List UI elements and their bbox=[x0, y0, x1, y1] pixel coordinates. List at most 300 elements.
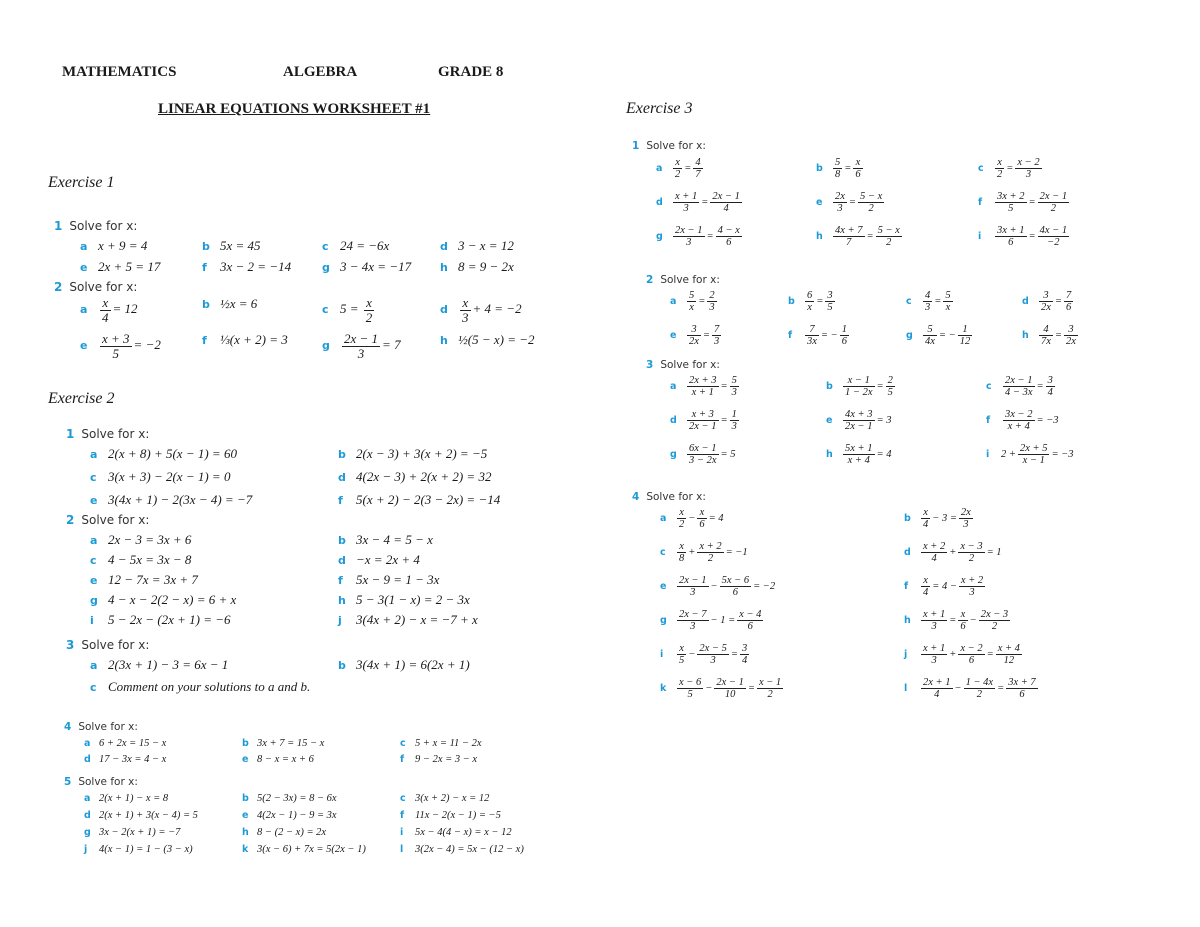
numerator: 2x − 7 bbox=[679, 609, 707, 620]
equation-text: 5(x + 2) − 2(3 − 2x) = −14 bbox=[356, 492, 501, 507]
item-letter: b bbox=[826, 380, 833, 392]
item-letter: b bbox=[338, 448, 346, 461]
question-number: 4 bbox=[632, 491, 640, 503]
numerator: 2x − 1 bbox=[716, 677, 744, 688]
denominator: 2 bbox=[1050, 203, 1056, 215]
question-number: 3 bbox=[66, 638, 75, 652]
denominator: 2x bbox=[1041, 302, 1051, 314]
question-number: 1 bbox=[54, 219, 63, 233]
equation-text: ½x = 6 bbox=[220, 296, 258, 311]
item-letter: i bbox=[978, 230, 982, 242]
numerator: x − 6 bbox=[679, 677, 702, 688]
denominator: 6 bbox=[1019, 689, 1025, 701]
question-text: Solve for x: bbox=[69, 280, 138, 294]
fraction bbox=[677, 507, 686, 530]
item-letter: g bbox=[906, 329, 913, 341]
equation-item bbox=[904, 609, 1012, 632]
denominator: 10 bbox=[724, 689, 736, 701]
equation-item bbox=[338, 612, 478, 628]
equation-item bbox=[656, 157, 705, 180]
equation-item bbox=[400, 844, 524, 855]
fraction bbox=[959, 575, 985, 598]
denominator: 6 bbox=[747, 621, 753, 633]
fraction bbox=[1064, 324, 1078, 347]
equation-text: + bbox=[688, 546, 696, 558]
equation-text: = bbox=[706, 230, 714, 242]
exercise-2-heading: Exercise 2 bbox=[48, 390, 115, 407]
denominator: 4 bbox=[102, 309, 109, 325]
equation-text: = bbox=[876, 380, 884, 392]
fraction bbox=[858, 191, 884, 214]
denominator: 2 bbox=[675, 169, 681, 181]
item-letter: h bbox=[338, 594, 346, 607]
equation-item bbox=[660, 643, 751, 666]
equation-item bbox=[660, 507, 724, 530]
denominator: 6 bbox=[855, 169, 861, 181]
equation-item bbox=[80, 332, 161, 360]
item-letter: a bbox=[656, 162, 663, 174]
equation-item bbox=[816, 191, 886, 214]
fraction bbox=[979, 609, 1011, 632]
equation-text: = bbox=[702, 329, 711, 341]
equation-item bbox=[338, 552, 420, 568]
denominator: 2 bbox=[991, 621, 998, 633]
numerator: x bbox=[697, 507, 706, 519]
equation-item bbox=[80, 259, 160, 275]
denominator: 12 bbox=[959, 336, 971, 348]
equation-text: 2 + bbox=[1001, 448, 1016, 460]
equation-item bbox=[660, 609, 765, 632]
denominator: 3 bbox=[686, 237, 692, 249]
equation-item bbox=[84, 738, 166, 749]
denominator: 2 bbox=[767, 689, 773, 701]
equation-item bbox=[978, 191, 1071, 214]
equation-item bbox=[400, 754, 477, 765]
item-letter: d bbox=[1022, 295, 1029, 307]
numerator: x + 2 bbox=[699, 541, 722, 552]
equation-item bbox=[906, 290, 955, 313]
item-letter: d bbox=[338, 554, 346, 567]
item-letter: f bbox=[978, 196, 983, 208]
equation-text: = −1 bbox=[725, 546, 748, 558]
fraction bbox=[342, 332, 380, 360]
equation-text: = bbox=[720, 414, 728, 426]
numerator: 4x + 7 bbox=[835, 225, 863, 236]
question-text: Solve for x: bbox=[81, 427, 150, 441]
denominator: 6 bbox=[841, 336, 847, 348]
question-text: Solve for x: bbox=[78, 776, 138, 788]
equation-item bbox=[670, 409, 741, 432]
equation-text: = bbox=[866, 230, 874, 242]
item-letter: c bbox=[322, 303, 329, 317]
equation-text: Comment on your solutions to a and b. bbox=[108, 679, 311, 694]
numerator: x bbox=[995, 157, 1004, 169]
item-letter: c bbox=[660, 546, 666, 558]
numerator: 7 bbox=[714, 324, 720, 335]
numerator: 3x − 2 bbox=[1005, 409, 1033, 420]
equation-text: = − bbox=[938, 329, 956, 341]
fraction bbox=[833, 191, 847, 214]
equation-item bbox=[338, 532, 433, 548]
numerator: 2x + 3 bbox=[689, 375, 717, 386]
denominator: 7 bbox=[846, 237, 852, 249]
fraction bbox=[1046, 375, 1055, 398]
question-1-prompt bbox=[54, 219, 137, 233]
question-text: Solve for x: bbox=[69, 219, 138, 233]
denominator: 4 bbox=[723, 203, 729, 215]
numerator: 3 bbox=[827, 290, 833, 301]
equation-text: 4 − 5x = 3x − 8 bbox=[108, 552, 192, 567]
numerator: 1 bbox=[841, 324, 847, 335]
fraction bbox=[1038, 225, 1070, 248]
denominator: 7x bbox=[1041, 336, 1051, 348]
fraction bbox=[1039, 290, 1053, 313]
equation-text: = bbox=[844, 162, 852, 174]
equation-text: = bbox=[949, 614, 957, 626]
equation-text: 3(2x − 4) = 5x − (12 − x) bbox=[415, 844, 524, 855]
fraction bbox=[995, 191, 1027, 214]
fraction bbox=[996, 643, 1022, 666]
equation-text: = bbox=[986, 648, 994, 660]
equation-text: 3(x + 2) − x = 12 bbox=[415, 793, 490, 804]
equation-text: 3x − 4 = 5 − x bbox=[356, 532, 433, 547]
fraction bbox=[995, 225, 1027, 248]
denominator: 5 bbox=[679, 655, 685, 667]
equation-text: 4(x − 1) = 1 − (3 − x) bbox=[99, 844, 193, 855]
numerator: 3x + 2 bbox=[997, 191, 1025, 202]
denominator: x + 4 bbox=[847, 455, 870, 467]
equation-text: 5x − 9 = 1 − 3x bbox=[356, 572, 440, 587]
equation-item bbox=[90, 679, 310, 695]
equation-item bbox=[904, 575, 987, 598]
equation-text: = bbox=[720, 380, 728, 392]
equation-text: −x = 2x + 4 bbox=[356, 552, 420, 567]
equation-text: 6 + 2x = 15 − x bbox=[99, 738, 167, 749]
equation-item bbox=[788, 290, 837, 313]
fraction bbox=[100, 332, 132, 360]
numerator: x + 3 bbox=[687, 409, 719, 421]
equation-text: = bbox=[997, 682, 1005, 694]
equation-text: 3x − 2 = −14 bbox=[220, 259, 292, 274]
item-letter: f bbox=[986, 414, 991, 426]
fraction bbox=[921, 609, 947, 632]
numerator: 3 bbox=[687, 324, 701, 336]
denominator: 3 bbox=[925, 302, 931, 314]
equation-text: 4(2x − 3) + 2(x + 2) = 32 bbox=[356, 469, 492, 484]
numerator: 5 − x bbox=[860, 191, 883, 202]
equation-item bbox=[986, 375, 1057, 398]
fraction bbox=[677, 609, 709, 632]
equation-text: 4 − x − 2(2 − x) = 6 + x bbox=[108, 592, 237, 607]
numerator: 1 − 4x bbox=[965, 677, 994, 688]
denominator: 8 bbox=[679, 553, 685, 565]
numerator: x + 1 bbox=[923, 643, 946, 654]
item-letter: l bbox=[904, 682, 908, 694]
fraction bbox=[460, 296, 471, 324]
equation-text: = bbox=[698, 295, 706, 307]
numerator: x + 2 bbox=[960, 575, 984, 586]
fraction bbox=[716, 225, 742, 248]
equation-text: 3x + 7 = 15 − x bbox=[257, 738, 325, 749]
equation-item bbox=[84, 827, 180, 838]
equation-item bbox=[440, 238, 514, 254]
equation-text: 8 − x = x + 6 bbox=[257, 754, 314, 765]
equation-text: = bbox=[1054, 329, 1063, 341]
numerator: 2x − 3 bbox=[980, 609, 1009, 620]
numerator: x bbox=[958, 609, 967, 621]
equation-item bbox=[978, 157, 1044, 180]
item-letter: e bbox=[826, 414, 833, 426]
equation-item bbox=[80, 296, 138, 324]
equation-item bbox=[788, 324, 851, 347]
denominator: 6 bbox=[726, 237, 732, 249]
question-number: 2 bbox=[646, 274, 654, 286]
item-letter: e bbox=[90, 574, 98, 587]
item-letter: e bbox=[670, 329, 677, 341]
fraction bbox=[1018, 443, 1050, 466]
denominator: 3 bbox=[931, 621, 937, 633]
denominator: 3 bbox=[714, 336, 720, 348]
equation-text: 8 − (2 − x) = 2x bbox=[257, 827, 327, 838]
item-letter: c bbox=[322, 240, 329, 253]
denominator: 2x − 1 bbox=[689, 421, 717, 433]
numerator: 3 bbox=[1064, 324, 1078, 336]
fraction bbox=[959, 507, 973, 530]
fraction bbox=[1039, 324, 1053, 347]
item-letter: c bbox=[400, 738, 406, 749]
item-letter: a bbox=[80, 240, 88, 253]
numerator: 2x − 1 bbox=[1005, 375, 1033, 386]
fraction bbox=[697, 507, 706, 530]
denominator: 6 bbox=[699, 519, 705, 531]
equation-text: = bbox=[701, 196, 709, 208]
fraction bbox=[687, 409, 719, 432]
equation-text: = bbox=[1054, 295, 1063, 307]
equation-text: 2(x + 1) − x = 8 bbox=[99, 793, 169, 804]
equation-text: = bbox=[1028, 196, 1036, 208]
question-2-prompt bbox=[646, 274, 720, 286]
fraction bbox=[923, 324, 937, 347]
numerator: 2 bbox=[887, 375, 893, 386]
item-letter: e bbox=[660, 580, 667, 592]
fraction bbox=[840, 324, 849, 347]
fraction bbox=[712, 324, 721, 347]
numerator: x bbox=[677, 541, 686, 553]
numerator: 4 bbox=[1039, 324, 1053, 336]
denominator: 2 bbox=[976, 689, 982, 701]
fraction bbox=[714, 677, 746, 700]
question-text: Solve for x: bbox=[660, 274, 720, 286]
item-letter: f bbox=[904, 580, 909, 592]
denominator: 4 bbox=[741, 655, 748, 667]
item-letter: g bbox=[90, 594, 98, 607]
item-letter: d bbox=[338, 471, 346, 484]
item-letter: c bbox=[90, 471, 97, 484]
denominator: 3 − 2x bbox=[689, 455, 717, 467]
numerator: x bbox=[100, 296, 111, 311]
denominator: 2 bbox=[997, 169, 1003, 181]
equation-item bbox=[660, 541, 748, 564]
item-letter: d bbox=[670, 414, 677, 426]
equation-text: = bbox=[848, 196, 857, 208]
equation-text: = 7 bbox=[382, 337, 401, 353]
equation-text: 5x − 4(4 − x) = x − 12 bbox=[415, 827, 512, 838]
numerator: x bbox=[853, 157, 862, 169]
fraction bbox=[673, 191, 699, 214]
question-4-prompt bbox=[632, 491, 706, 503]
equation-text: 17 − 3x = 4 − x bbox=[99, 754, 167, 765]
fraction bbox=[964, 677, 996, 700]
numerator: 2x + 1 bbox=[923, 677, 951, 688]
numerator: x + 3 bbox=[102, 331, 130, 346]
equation-text: + 4 = −2 bbox=[472, 301, 522, 317]
numerator: 2x − 1 bbox=[344, 331, 379, 346]
equation-item bbox=[202, 332, 288, 348]
equation-text: + bbox=[949, 546, 957, 558]
equation-item bbox=[338, 446, 487, 462]
fraction bbox=[921, 677, 953, 700]
numerator: 5 − x bbox=[877, 225, 900, 236]
item-letter: h bbox=[1022, 329, 1029, 341]
denominator: 3 bbox=[731, 387, 737, 399]
equation-text: − 3 = bbox=[932, 512, 957, 524]
equation-text: = − bbox=[820, 329, 838, 341]
denominator: 3 bbox=[963, 519, 969, 531]
item-letter: b bbox=[202, 298, 210, 311]
equation-text: − bbox=[710, 580, 718, 592]
equation-item bbox=[660, 575, 775, 598]
equation-text: − bbox=[954, 682, 962, 694]
equation-item bbox=[322, 296, 376, 324]
fraction bbox=[943, 290, 952, 313]
item-letter: b bbox=[242, 738, 249, 749]
fraction bbox=[677, 575, 709, 598]
item-letter: c bbox=[986, 380, 992, 392]
equation-item bbox=[400, 793, 489, 804]
denominator: 2x bbox=[689, 336, 699, 348]
equation-text: 2(3x + 1) − 3 = 6x − 1 bbox=[108, 657, 229, 672]
numerator: 4x + 3 bbox=[845, 409, 873, 420]
equation-text: = 4 bbox=[876, 448, 892, 460]
item-letter: e bbox=[242, 754, 249, 765]
numerator: 4 bbox=[925, 290, 931, 301]
item-letter: c bbox=[400, 793, 406, 804]
equation-text: = −2 bbox=[133, 337, 161, 353]
equation-item bbox=[80, 238, 147, 254]
equation-item bbox=[816, 225, 904, 248]
item-letter: f bbox=[338, 494, 343, 507]
denominator: x + 4 bbox=[1007, 421, 1030, 433]
question-number: 4 bbox=[64, 721, 72, 733]
equation-item bbox=[670, 290, 719, 313]
question-3-prompt bbox=[646, 359, 720, 371]
exercise-1-heading: Exercise 1 bbox=[48, 174, 115, 191]
denominator: 2x − 1 bbox=[845, 421, 873, 433]
fraction bbox=[687, 375, 719, 398]
item-letter: h bbox=[440, 261, 448, 274]
equation-item bbox=[1022, 290, 1075, 313]
denominator: 3 bbox=[683, 203, 689, 215]
equation-item bbox=[400, 827, 512, 838]
fraction bbox=[805, 290, 814, 313]
denominator: 6 bbox=[1066, 302, 1072, 314]
equation-text: 5 − 2x − (2x + 1) = −6 bbox=[108, 612, 231, 627]
header-grade: GRADE 8 bbox=[438, 64, 504, 80]
equation-item bbox=[242, 754, 314, 765]
denominator: 4 − 3x bbox=[1005, 387, 1033, 399]
equation-text: 3(4x + 2) − x = −7 + x bbox=[356, 612, 478, 627]
equation-text: 5 + x = 11 − 2x bbox=[415, 738, 482, 749]
equation-item bbox=[242, 827, 326, 838]
item-letter: g bbox=[84, 827, 91, 838]
numerator: 5x + 1 bbox=[845, 443, 873, 454]
denominator: 3 bbox=[357, 345, 365, 361]
numerator: 2x + 5 bbox=[1019, 443, 1048, 454]
question-1-prompt bbox=[632, 140, 706, 152]
denominator: 3 bbox=[462, 309, 469, 325]
denominator: 2 bbox=[679, 519, 685, 531]
equation-text: 2(x + 8) + 5(x − 1) = 60 bbox=[108, 446, 237, 461]
question-number: 1 bbox=[632, 140, 640, 152]
question-1-prompt bbox=[66, 427, 149, 441]
worksheet-title: LINEAR EQUATIONS WORKSHEET #1 bbox=[158, 101, 431, 117]
numerator: x bbox=[460, 296, 471, 311]
equation-item bbox=[656, 225, 744, 248]
item-letter: j bbox=[904, 648, 908, 660]
fraction bbox=[677, 643, 686, 666]
equation-text: + bbox=[949, 648, 957, 660]
equation-item bbox=[670, 443, 735, 466]
denominator: 4 bbox=[923, 587, 929, 599]
numerator: x bbox=[921, 575, 930, 587]
equation-item bbox=[440, 332, 535, 348]
item-letter: f bbox=[338, 574, 343, 587]
equation-item bbox=[400, 810, 501, 821]
item-letter: d bbox=[84, 754, 91, 765]
item-letter: a bbox=[84, 793, 91, 804]
equation-item bbox=[440, 259, 514, 275]
equation-text: 2(x − 3) + 3(x + 2) = −5 bbox=[356, 446, 488, 461]
item-letter: b bbox=[338, 659, 346, 672]
question-2-prompt bbox=[66, 513, 149, 527]
equation-text: 5 − 3(1 − x) = 2 − 3x bbox=[356, 592, 470, 607]
exercise-3-heading: Exercise 3 bbox=[626, 100, 693, 117]
numerator: 5x − 6 bbox=[721, 575, 750, 586]
item-letter: f bbox=[788, 329, 793, 341]
equation-item bbox=[440, 296, 522, 324]
equation-text: = 5 bbox=[720, 448, 736, 460]
item-letter: i bbox=[660, 648, 664, 660]
equation-text: 24 = −6x bbox=[340, 238, 390, 253]
fraction bbox=[958, 541, 984, 564]
equation-item bbox=[322, 259, 411, 275]
denominator: 2 bbox=[868, 203, 874, 215]
equation-text: 5(2 − 3x) = 8 − 6x bbox=[257, 793, 337, 804]
denominator: 2 bbox=[886, 237, 892, 249]
equation-item bbox=[90, 657, 228, 673]
equation-item bbox=[90, 469, 230, 485]
equation-item bbox=[816, 157, 865, 180]
fraction bbox=[1038, 191, 1070, 214]
item-letter: d bbox=[84, 810, 91, 821]
fraction bbox=[687, 290, 696, 313]
item-letter: a bbox=[660, 512, 667, 524]
numerator: x bbox=[364, 296, 375, 311]
denominator: 12 bbox=[1003, 655, 1015, 667]
fraction bbox=[843, 409, 875, 432]
equation-item bbox=[90, 492, 252, 508]
equation-item bbox=[322, 332, 401, 360]
